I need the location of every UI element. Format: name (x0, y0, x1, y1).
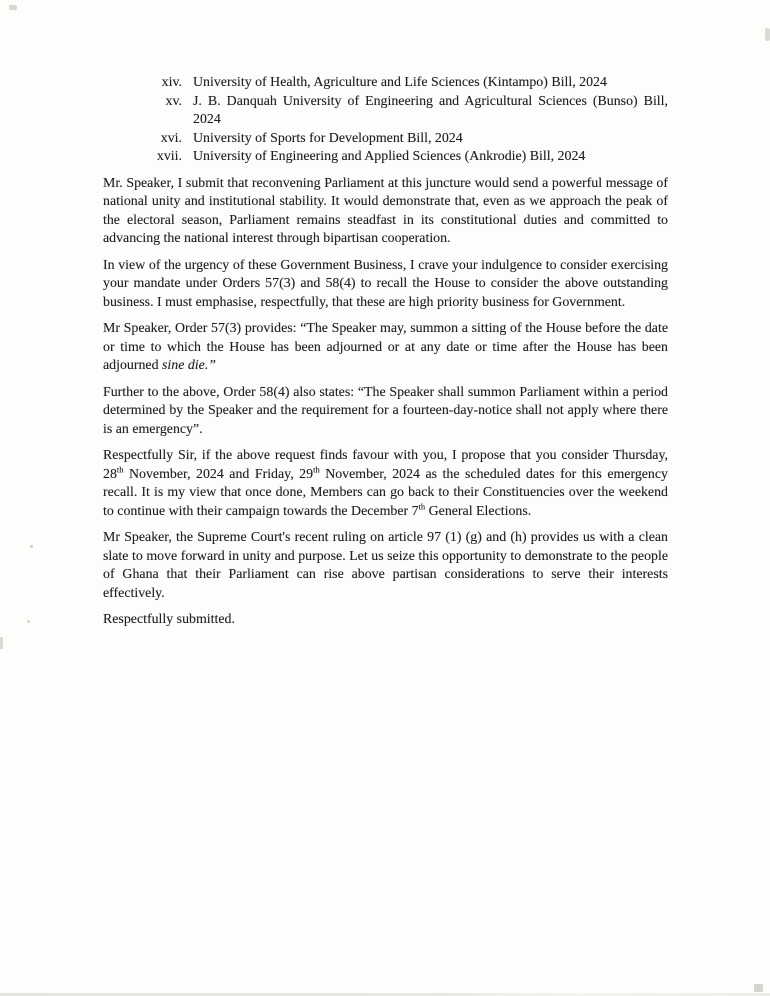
paragraph-text: Mr Speaker, Order 57(3) provides: “The Speaker may, summon a sitting of the House before the date or time to which the House has been adjourned or at any date or time after the House has been adjourned (103, 321, 668, 373)
paragraph-text: General Elections. (425, 503, 532, 519)
list-item-numeral: xvii. (156, 149, 182, 164)
paragraph-text: November, 2024 and Friday, 29 (123, 466, 314, 482)
list-item-text: University of Health, Agriculture and Life Sciences (Kintampo) Bill, 2024 (193, 75, 607, 90)
list-item (103, 74, 668, 93)
ordinal-suffix: th (313, 463, 320, 474)
scan-artifact (30, 545, 33, 548)
paragraph-text: Respectfully Sir, if the above request finds favour with you, I propose that you consider Thursday, 28 (103, 448, 668, 482)
scan-artifact (754, 984, 763, 992)
ordinal-suffix: th (418, 500, 426, 511)
scan-artifact (9, 5, 17, 10)
latin-phrase-sine-die: sine die.” (162, 358, 217, 373)
paragraph-text: In view of the urgency of these Government Business, I crave your indulgence to consider exercising your mandate under Orders 57(3) and 58(4) to recall the House to consider the above outstanding business. I must emphasise, respectfully, that these are high priority business for Government. (103, 257, 668, 310)
paragraph-text: Respectfully submitted. (103, 612, 235, 627)
list-item-text: University of Engineering and Applied Sciences (Ankrodie) Bill, 2024 (193, 149, 586, 164)
list-item (103, 93, 668, 130)
list-item-text: University of Sports for Development Bill, 2024 (193, 130, 463, 146)
scan-artifact (0, 637, 3, 649)
list-item-numeral: xvi. (160, 130, 182, 146)
paragraph-urgency-request (103, 257, 668, 313)
closing-line (103, 611, 668, 630)
list-item-numeral: xiv. (161, 75, 182, 90)
paragraph-supreme-court-ruling (103, 529, 668, 603)
paragraph-text: November, 2024 as the scheduled dates for this emergency recall. It is my view that once done, Members can go back to their Constituencies over the weekend to continue with their campaign towards the December 7 (103, 466, 668, 519)
paragraph-proposed-dates (103, 447, 668, 521)
paragraph-order-57-3 (103, 320, 668, 376)
list-item-numeral: xv. (165, 93, 182, 109)
list-item (103, 130, 668, 149)
scan-artifact (27, 620, 30, 623)
paragraph-order-58-4 (103, 384, 668, 440)
scan-artifact (765, 28, 770, 41)
paragraph-text: Mr Speaker, the Supreme Court's recent ruling on article 97 (1) (g) and (h) provides us with a clean slate to move forward in unity and purpose. Let us seize this opportunity to demonstrate to the people of Ghana that their Parliament can rise above partisan considerations to serve their interests effectively. (103, 530, 668, 601)
list-item (103, 148, 668, 167)
paragraph-text: Mr. Speaker, I submit that reconvening Parliament at this juncture would send a powerful message of national unity and institutional stability. It would demonstrate that, even as we approach the peak of the electoral season, Parliament remains steadfast in its constitutional duties and committed to advancing the national interest through bipartisan cooperation. (103, 175, 668, 246)
list-item-text: J. B. Danquah University of Engineering and Agricultural Sciences (Bunso) Bill, 2024 (193, 93, 668, 127)
paragraph-text: Further to the above, Order 58(4) also states: “The Speaker shall summon Parliament within a period determined by the Speaker and the requirement for a fourteen-day-notice shall not apply where there is an emergency”. (103, 384, 668, 437)
document-body (103, 74, 668, 630)
paragraph-reconvening-message (103, 175, 668, 249)
ordinal-suffix: th (116, 463, 124, 474)
bill-list (103, 74, 668, 167)
